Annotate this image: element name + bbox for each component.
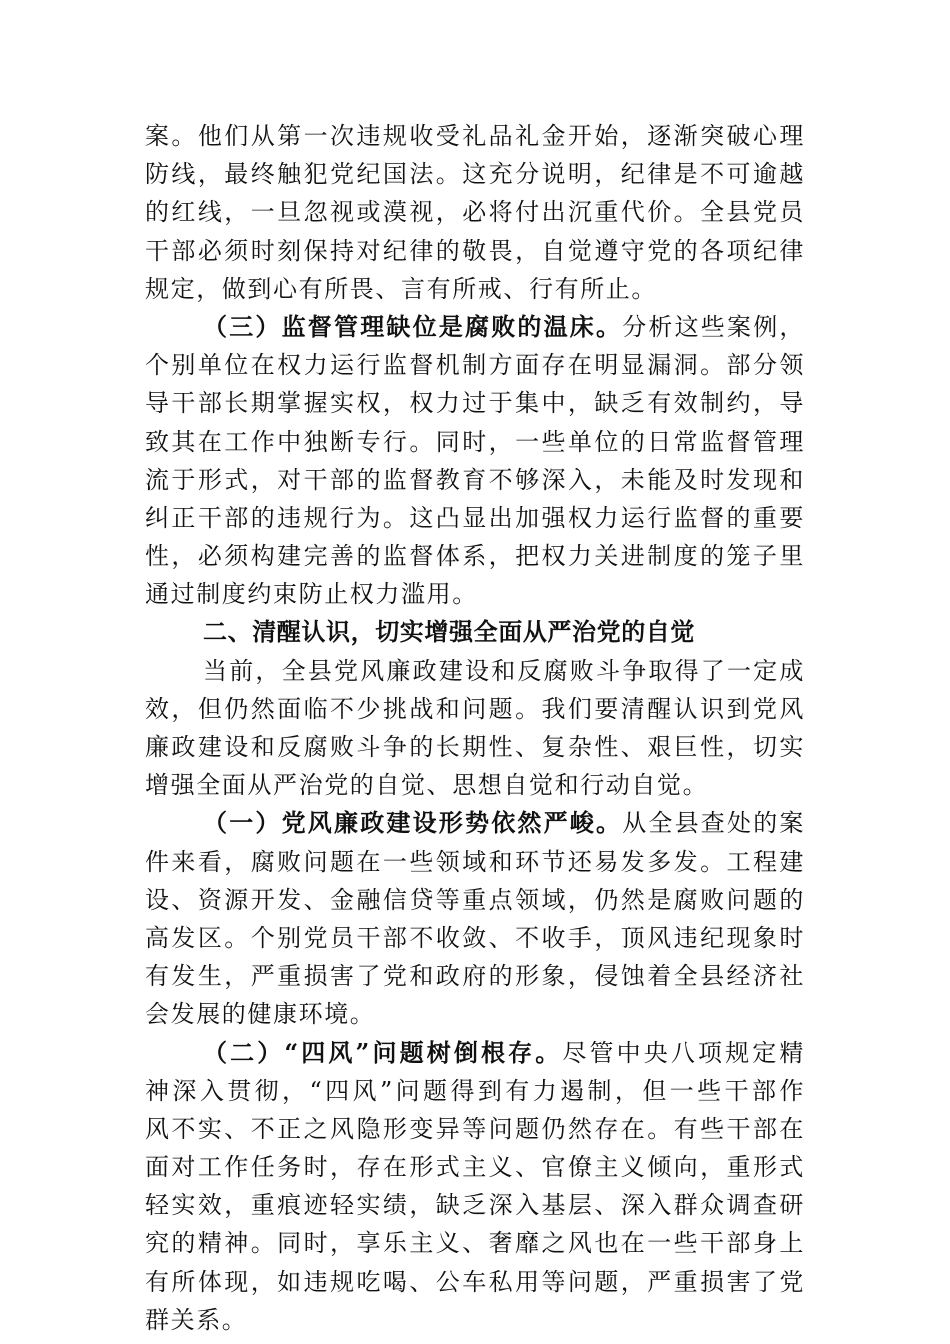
text-line: 干部必须时刻保持对纪律的敬畏，自觉遵守党的各项纪律: [145, 236, 805, 265]
section-heading: 二、清醒认识，切实增强全面从严治党的自觉: [203, 618, 695, 647]
text-line: 件来看，腐败问题在一些领域和环节还易发多发。工程建: [145, 847, 805, 876]
text-line: 流于形式，对干部的监督教育不够深入，未能及时发现和: [145, 465, 805, 494]
text-run: 分析这些案例，: [622, 312, 805, 341]
text-line: 廉政建设和反腐败斗争的长期性、复杂性、艰巨性，切实: [145, 733, 805, 761]
text-line: 通过制度约束防止权力滥用。: [145, 580, 478, 609]
text-line: 有所体现，如违规吃喝、公车私用等问题，严重损害了党: [145, 1267, 805, 1296]
text-line: 会发展的健康环境。: [145, 1000, 376, 1029]
text-run: 尽管中央八项规定精: [562, 1038, 805, 1067]
text-line: 案。他们从第一次违规收受礼品礼金开始，逐渐突破心理: [145, 122, 805, 150]
paragraph-supervision-gap: [145, 308, 805, 614]
text-line: 群关系。: [145, 1305, 248, 1334]
text-line: 设、资源开发、金融信贷等重点领域，仍然是腐败问题的: [145, 885, 805, 914]
text-line: 的红线，一旦忽视或漠视，必将付出沉重代价。全县党员: [145, 198, 805, 227]
text-line: 规定，做到心有所畏、言有所戒、行有所止。: [145, 274, 657, 303]
paragraph-four-winds: [145, 1034, 805, 1340]
text-line: 高发区。个别党员干部不收敛、不收手，顶风违纪现象时: [145, 923, 805, 952]
paragraph-discipline-red-line: [145, 117, 805, 308]
text-line: 致其在工作中独断专行。同时，一些单位的日常监督管理: [145, 427, 805, 456]
subsection-lead: （二）“四风”问题树倒根存。: [203, 1037, 563, 1067]
text-line: 纠正干部的违规行为。这凸显出加强权力运行监督的重要: [145, 503, 805, 532]
text-line: 个别单位在权力运行监督机制方面存在明显漏洞。部分领: [145, 351, 805, 380]
text-line: 效，但仍然面临不少挑战和问题。我们要清醒认识到党风: [145, 694, 805, 723]
text-line: 当前，全县党风廉政建设和反腐败斗争取得了一定成: [203, 656, 805, 685]
text-line: 究的精神。同时，享乐主义、奢靡之风也在一些干部身上: [145, 1229, 805, 1258]
text-line: 防线，最终触犯党纪国法。这充分说明，纪律是不可逾越: [145, 160, 805, 189]
paragraph-current-situation: [145, 652, 805, 805]
text-line: 导干部长期掌握实权，权力过于集中，缺乏有效制约，导: [145, 389, 805, 418]
text-line: 风不实、不正之风隐形变异等问题仍然存在。有些干部在: [145, 1114, 805, 1143]
text-line: [145, 1034, 805, 1072]
text-run: 从全县查处的案: [622, 809, 805, 838]
subsection-lead: （三）监督管理缺位是腐败的温床。: [203, 311, 623, 341]
text-line: [145, 308, 805, 346]
text-line: 轻实效，重痕迹轻实绩，缺乏深入基层、深入群众调查研: [145, 1191, 805, 1220]
text-line: 有发生，严重损害了党和政府的形象，侵蚀着全县经济社: [145, 962, 805, 991]
paragraph-severe-situation: [145, 804, 805, 1033]
text-line: 性，必须构建完善的监督体系，把权力关进制度的笼子里: [145, 542, 805, 571]
text-line: 增强全面从严治党的自觉、思想自觉和行动自觉。: [145, 771, 709, 800]
text-line: [145, 804, 805, 842]
text-line: 面对工作任务时，存在形式主义、官僚主义倾向，重形式: [145, 1153, 805, 1182]
document-body: [145, 117, 805, 1339]
text-line: 神深入贯彻，“四风”问题得到有力遏制，但一些干部作: [145, 1076, 805, 1105]
subsection-lead: （一）党风廉政建设形势依然严峻。: [203, 808, 623, 838]
